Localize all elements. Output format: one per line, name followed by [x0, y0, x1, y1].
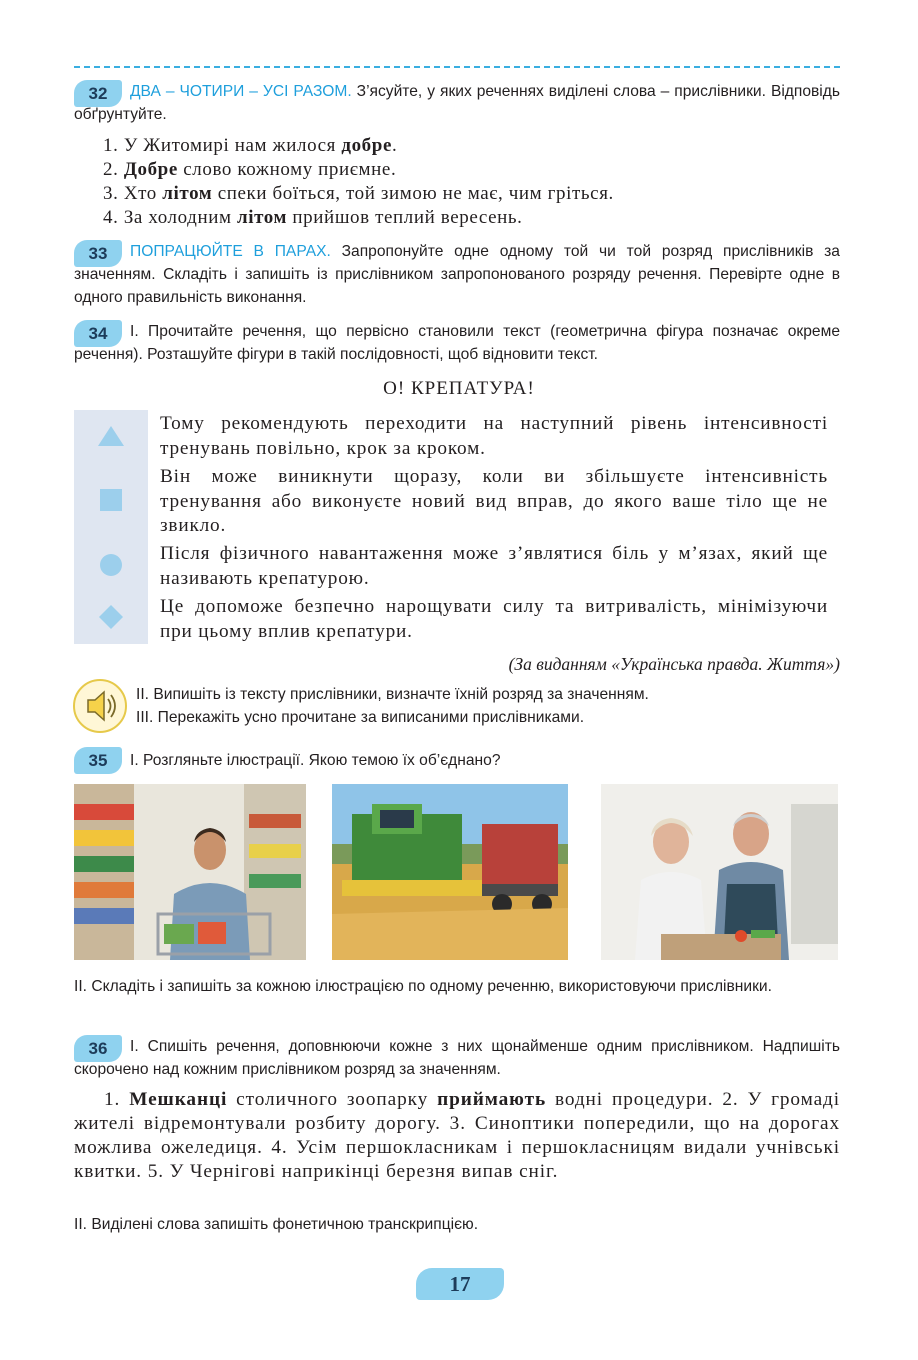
list-item: 3. Хто літом спеки боїться, той зимою не має, чим гріться.: [103, 183, 614, 204]
sentence-triangle: Тому рекомендують переходити на наступний рівень інтенсивності тренувань повільно, крок за кроком.: [160, 413, 828, 459]
source-citation: (За виданням «Українська правда. Життя»): [508, 654, 840, 674]
list-item: 1. У Житомирі нам жилося добре.: [103, 135, 398, 156]
exercise-33-heading: ПОПРАЦЮЙТЕ В ПАРАХ.: [130, 243, 331, 260]
top-divider: [74, 66, 840, 68]
exercise-36-sentences: 1. Мешканці столичного зоопарку приймають водні процедури. 2. У громаді жителі відремонтували розбиту дорогу. 3. Синоптики попередили, що на дорогах можлива ожеледиця. 4. Усім першокласникам і першокласницям видали учнівські квитки. 5. У Чернігові наприкінці березня випав сніг.: [74, 1089, 841, 1182]
list-item: 2. Добре слово кожному приємне.: [103, 159, 397, 180]
triangle-icon: [98, 426, 124, 446]
square-icon: [100, 489, 122, 511]
audio-speaker-icon[interactable]: [72, 678, 128, 734]
shape-column: [74, 410, 148, 644]
exercise-number-badge: 32: [74, 80, 122, 107]
sentence-circle: Після фізичного навантаження може з’являтися біль у м’язах, який ще називають крепатурою.: [160, 543, 828, 589]
highlighted-word: приймають: [437, 1089, 547, 1110]
exercise-32-task: [74, 80, 840, 126]
exercise-32-list: [103, 134, 843, 230]
exercise-number-badge: 36: [74, 1035, 122, 1062]
sentence-square: Він може виникнути щоразу, коли ви збільшуєте інтенсивність тренування або виконуєте новий вид вправ, до якого ваше тіло ще не звикло.: [160, 466, 828, 536]
exercise-36-task-2: II. Виділені слова запишіть фонетичною транскрипцією.: [74, 1216, 479, 1233]
photo-cooking-couple: [601, 784, 838, 960]
sentence-diamond: Це допоможе безпечно нарощувати силу та витривалість, мінімізуючи при цьому вплив крепатури.: [160, 596, 828, 642]
exercise-number-badge: 34: [74, 320, 122, 347]
exercise-36-task: I. Спишіть речення, доповнюючи кожне з них щонайменше одним прислівником. Надпишіть скорочено над кожним прислівником розряд за значенням.: [74, 1038, 840, 1078]
exercise-34-task-2: II. Випишіть із тексту прислівники, визначте їхній розряд за значенням.: [136, 686, 649, 703]
exercise-number-badge: 33: [74, 240, 122, 267]
exercise-33-instruction: Запропонуйте одне одному той чи той розряд прислівників за значенням. Складіть і запишіть із прислівником запропонованого розряду речення. Перевірте одне в одного правильність виконання.: [74, 243, 840, 306]
circle-icon: [100, 554, 122, 576]
list-item: 4. За холодним літом прийшов теплий вересень.: [103, 207, 523, 228]
exercise-32-heading: ДВА – ЧОТИРИ – УСІ РАЗОМ.: [130, 83, 352, 100]
text-title: О! КРЕПАТУРА!: [383, 378, 535, 399]
diamond-icon: [99, 605, 123, 629]
exercise-34-task: I. Прочитайте речення, що первісно становили текст (геометрична фігура позначає окреме речення). Розташуйте фігури в такій послідовності, щоб відновити текст.: [74, 323, 840, 363]
page-number: 17: [416, 1268, 504, 1300]
exercise-32-instruction: З’ясуйте, у яких реченнях виділені слова – прислівники. Відповідь обґрунтуйте.: [74, 83, 840, 123]
photo-harvester: [332, 784, 568, 960]
exercise-35-task-2: II. Складіть і запишіть за кожною ілюстрацією по одному реченню, використовуючи прислівники.: [74, 978, 772, 995]
exercise-34-task-3: III. Перекажіть усно прочитане за виписаними прислівниками.: [136, 709, 585, 726]
highlighted-word: Мешканці: [129, 1089, 228, 1110]
exercise-35-task: I. Розгляньте ілюстрації. Якою темою їх об’єднано?: [130, 752, 501, 769]
photo-supermarket: [74, 784, 306, 960]
exercise-33-task: [74, 240, 840, 309]
exercise-number-badge: 35: [74, 747, 122, 774]
